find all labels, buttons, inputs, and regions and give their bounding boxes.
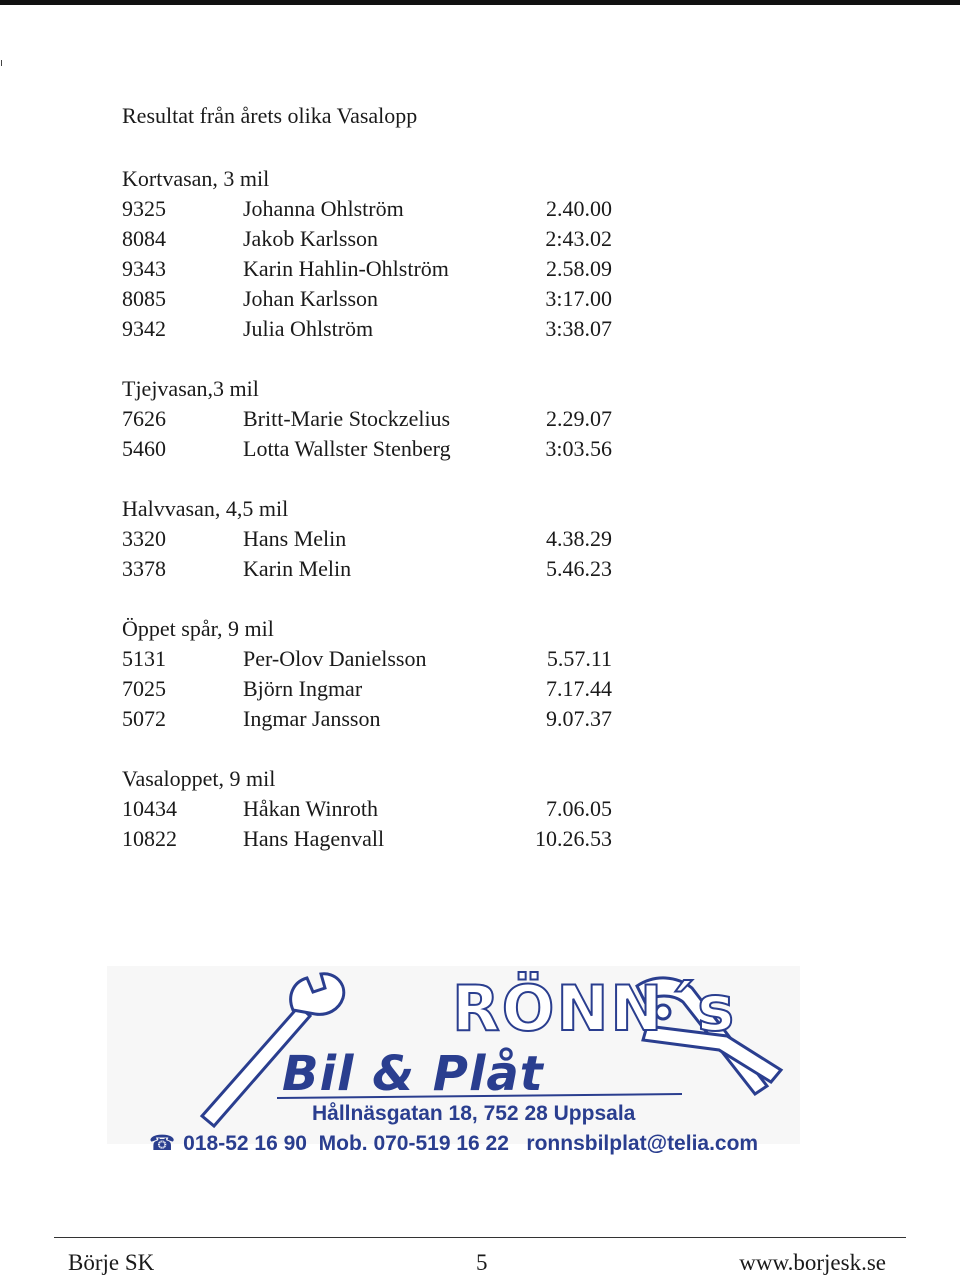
finish-time: 7.06.05 [546,796,612,821]
ad-email: ronnsbilplat@telia.com [526,1132,759,1155]
bib-number: 10822 [122,826,177,851]
race-title: Halvvasan, 4,5 mil [122,496,289,521]
skier-name: Johan Karlsson [243,286,379,311]
finish-time: 2.40.00 [546,196,612,221]
finish-time: 3:03.56 [545,436,612,461]
result-row [122,704,642,734]
ad-subtitle: Bil & Plåt [282,1046,544,1102]
ad-mobile: Mob. 070-519 16 22 [318,1132,509,1155]
race-section [122,494,642,584]
footer-divider [54,1237,906,1238]
ad-phone: 018-52 16 90 [183,1132,307,1155]
skier-name: Björn Ingmar [243,676,363,701]
skier-name: Julia Ohlström [243,316,374,341]
phone-icon: ☎ [149,1131,176,1155]
bib-number: 8085 [122,286,166,311]
finish-time: 7.17.44 [546,676,612,701]
page-footer [68,1250,886,1280]
skier-name: Johanna Ohlström [243,196,404,221]
skier-name: Karin Melin [243,556,352,581]
race-section [122,764,642,854]
finish-time: 4.38.29 [546,526,612,551]
race-section [122,374,642,464]
finish-time: 2:43.02 [545,226,612,251]
bib-number: 5131 [122,646,166,671]
results-list [122,164,642,884]
result-row [122,404,642,434]
result-row [122,434,642,464]
result-row [122,284,642,314]
skier-name: Lotta Wallster Stenberg [243,436,451,461]
skier-name: Per-Olov Danielsson [243,646,427,671]
sponsor-ad [107,966,800,1155]
skier-name: Håkan Winroth [243,796,378,821]
bib-number: 10434 [122,796,177,821]
result-row [122,794,642,824]
ad-address: Hållnäsgatan 18, 752 28 Uppsala [312,1102,636,1125]
race-title: Öppet spår, 9 mil [122,616,274,641]
page-number: 5 [476,1250,488,1275]
finish-time: 2.29.07 [546,406,612,431]
race-section [122,164,642,344]
ad-brand: RÖNN´s [452,972,737,1045]
race-title: Tjejvasan,3 mil [122,376,259,401]
result-row [122,674,642,704]
skier-name: Ingmar Jansson [243,706,381,731]
page-title: Resultat från årets olika Vasalopp [122,103,418,128]
result-row [122,314,642,344]
finish-time: 2.58.09 [546,256,612,281]
bib-number: 3320 [122,526,166,551]
bib-number: 7025 [122,676,166,701]
skier-name: Karin Hahlin-Ohlström [243,256,449,281]
skier-name: Hans Hagenvall [243,826,385,851]
bib-number: 3378 [122,556,166,581]
finish-time: 5.46.23 [546,556,612,581]
top-border [0,0,960,5]
race-section [122,614,642,734]
result-row [122,254,642,284]
race-title: Vasaloppet, 9 mil [122,766,276,791]
finish-time: 10.26.53 [535,826,612,851]
result-row [122,644,642,674]
finish-time: 3:38.07 [545,316,612,341]
finish-time: 3:17.00 [545,286,612,311]
result-row [122,524,642,554]
scan-mark [1,60,2,66]
ad-contact-line [149,1131,758,1156]
race-title: Kortvasan, 3 mil [122,166,270,191]
bib-number: 5072 [122,706,166,731]
bib-number: 8084 [122,226,166,251]
footer-club: Börje SK [68,1250,155,1275]
result-row [122,224,642,254]
bib-number: 9325 [122,196,166,221]
bib-number: 9342 [122,316,166,341]
footer-website: www.borjesk.se [739,1250,886,1275]
skier-name: Britt-Marie Stockzelius [243,406,451,431]
result-row [122,824,642,854]
bib-number: 9343 [122,256,166,281]
skier-name: Hans Melin [243,526,347,551]
finish-time: 9.07.37 [546,706,612,731]
skier-name: Jakob Karlsson [243,226,379,251]
result-row [122,554,642,584]
finish-time: 5.57.11 [546,646,612,671]
bib-number: 5460 [122,436,166,461]
result-row [122,194,642,224]
bib-number: 7626 [122,406,166,431]
